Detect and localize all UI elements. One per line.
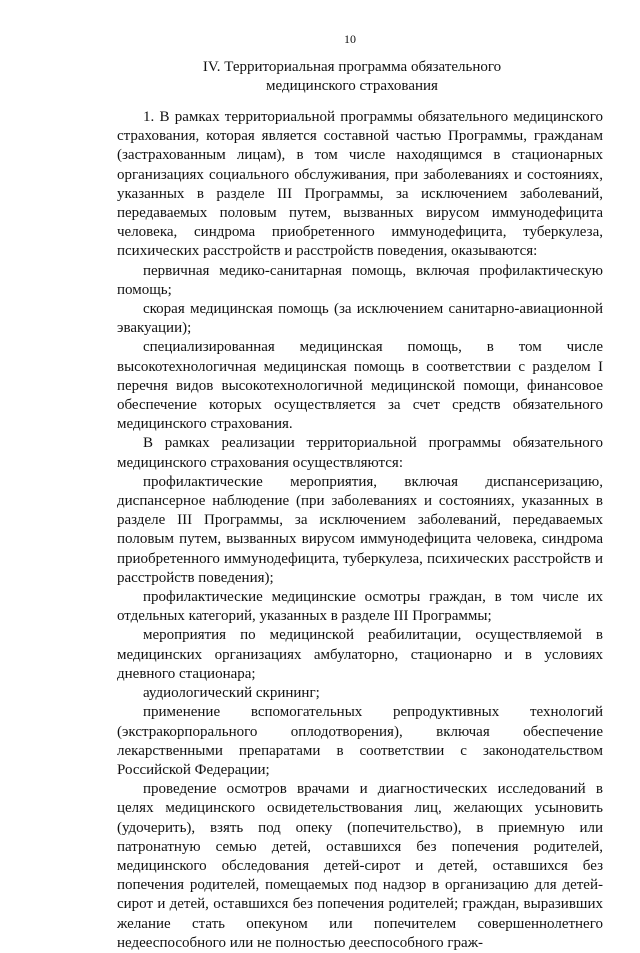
paragraph: профилактические медицинские осмотры граждан, в том числе их отдельных категорий, указанных в разделе III Программы; — [117, 589, 603, 625]
section-heading-line-1: IV. Территориальная программа обязательного — [202, 59, 502, 75]
document-body — [117, 108, 603, 953]
section-heading — [104, 58, 600, 95]
paragraph: аудиологический скрининг; — [143, 685, 320, 702]
paragraph: первичная медико-санитарная помощь, включая профилактическую помощь; — [117, 262, 603, 298]
paragraph: В рамках реализации территориальной программы обязательного медицинского страхования осуществляются: — [117, 435, 603, 471]
page-number: 10 — [344, 32, 356, 46]
paragraph: применение вспомогательных репродуктивных технологий (экстракорпорального оплодотворения), включая обеспечение лекарственными препаратами в соответствии с законодательством Российской Федерации; — [117, 704, 603, 778]
paragraph: 1. В рамках территориальной программы обязательного медицинского страхования, которая является составной частью Программы, гражданам (застрахованным лицам), в том числе находящимся в стационарных организациях социального обслуживания, при заболеваниях и состояниях, указанных в разделе III Программы, за исключением заболеваний, передаваемых половым путем, вызванных вирусом иммунодефицита человека, синдрома приобретенного иммунодефицита, туберкулеза, психических расстройств и расстройств поведения, оказываются: — [117, 109, 603, 260]
paragraph: скорая медицинская помощь (за исключением санитарно-авиационной эвакуации); — [117, 301, 603, 337]
paragraph: специализированная медицинская помощь, в том числе высокотехнологичная медицинская помощь в соответствии с разделом I перечня видов высокотехнологичной медицинской помощи, финансовое обеспечение которых осуществляется за счет средств обязательного медицинского страхования. — [117, 339, 603, 433]
paragraph: мероприятия по медицинской реабилитации, осуществляемой в медицинских организациях амбулаторно, стационарно и в условиях дневного стационара; — [117, 627, 603, 682]
paragraph: профилактические мероприятия, включая диспансеризацию, диспансерное наблюдение (при заболеваниях и состояниях, указанных в разделе III Программы, за исключением заболеваний, передаваемых половым путем, вызванных вирусом иммунодефицита человека, синдрома приобретенного иммунодефицита, туберкулеза, психических расстройств и расстройств поведения); — [117, 473, 603, 586]
section-heading-line-2: медицинского страхования — [266, 77, 438, 94]
paragraph: проведение осмотров врачами и диагностических исследований в целях медицинского освидетельствования лиц, желающих усыновить (удочерить), взять под опеку (попечительство), в приемную или патронатную семью детей, оставшихся без попечения родителей, медицинского обследования детей-сирот и детей, оставшихся без попечения родителей, помещаемых под надзор в организацию для детей-сирот и детей, оставшихся без попечения родителей; граждан, выразивших желание стать опекуном или попечителем совершеннолетнего недееспособного или не полностью дееспособного граж- — [117, 781, 603, 951]
